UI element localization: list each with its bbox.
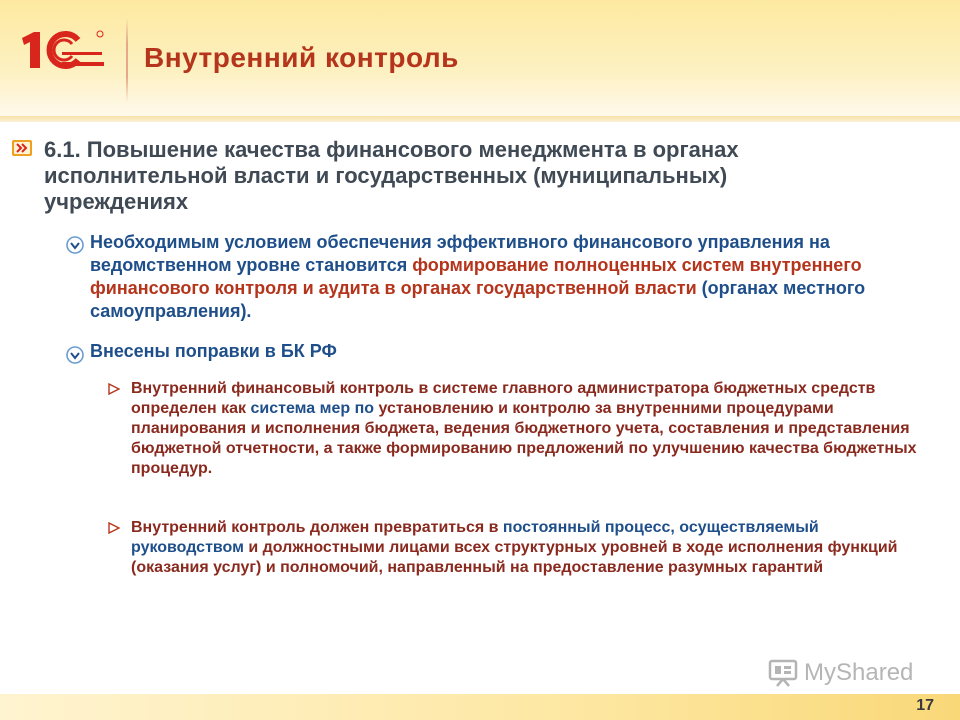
1c-logo xyxy=(16,28,108,72)
check-circle-icon xyxy=(66,346,84,364)
section-heading: 6.1. Повышение качества финансового менеджмента в органах исполнительной власти и государственных (муниципальных) учреждениях xyxy=(44,137,739,214)
slide-title: Внутренний контроль xyxy=(144,42,459,73)
triangle-bullet-icon xyxy=(108,522,120,534)
subbullet-highlight: постоянный процесс, осуществляемый руководством xyxy=(131,519,819,556)
subbullet-text-part: установлению и контролю за внутренними процедурами планирования и исполнения бюджета, ведения бюджетного учета, составления и представления бюджетной отчетности, а также формированию предложений по улучшению качества бюджетных процедур. xyxy=(131,400,917,477)
bullet-text-part: (органах местного самоуправления). xyxy=(90,278,866,321)
subbullet-text-part: Внутренний финансовый контроль в системе главного администратора бюджетных средств определен как xyxy=(131,380,876,417)
subbullet-text-process xyxy=(131,518,921,578)
watermark-text: MyShared xyxy=(804,659,914,686)
logo-divider xyxy=(126,18,128,102)
bullet-text-conditions xyxy=(90,231,930,323)
subbullet-text-part: Внутренний контроль должен превратиться в xyxy=(131,519,503,536)
triangle-bullet-icon xyxy=(108,383,120,395)
double-chevron-icon xyxy=(12,140,32,156)
subbullet-text-internal-control xyxy=(131,379,921,479)
page-number: 17 xyxy=(916,697,934,714)
footer-bar xyxy=(0,694,960,720)
subbullet-text-part: и должностными лицами всех структурных уровней в ходе исполнения функций (оказания услуг) и полномочий, направленный на предоставление разумных гарантий xyxy=(131,539,898,576)
bullet-text-amendments: Внесены поправки в БК РФ xyxy=(90,341,337,361)
check-circle-icon xyxy=(66,236,84,254)
subbullet-highlight: система мер по xyxy=(250,400,374,417)
header-separator xyxy=(0,116,960,122)
watermark xyxy=(768,658,913,688)
bullet-text-part: Необходимым условием обеспечения эффективного финансового управления на ведомственном уровне становится xyxy=(90,232,830,275)
presentation-icon xyxy=(768,658,798,688)
bullet-highlight: формирование полноценных систем внутреннего финансового контроля и аудита в органах государственной власти xyxy=(90,255,862,298)
